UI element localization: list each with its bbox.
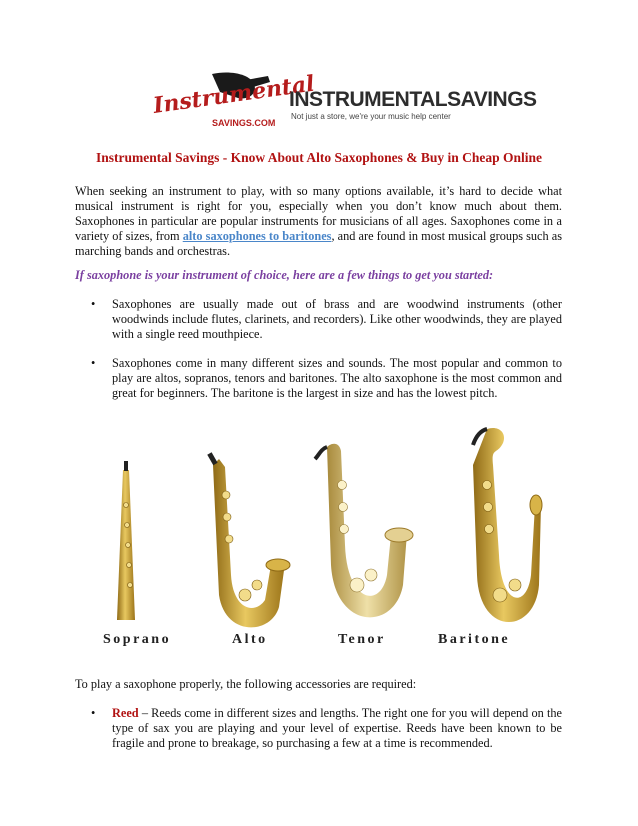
- list-item: [75, 706, 562, 751]
- intro-text-after: , and are found in most musical groups such as marching bands and orchestras.: [75, 229, 563, 258]
- saxophone-illustration: [95, 425, 540, 630]
- list-item: [75, 356, 562, 401]
- soprano-label: Soprano: [103, 632, 172, 647]
- brand-wordmark: [285, 88, 537, 124]
- alto-sax-icon: [207, 452, 290, 627]
- list-item-text: Saxophones are usually made out of brass and are woodwind instruments (other woodwinds include flutes, clarinets, and recorders). Like other woodwinds, they are played with a single reed mouthpiece.: [112, 297, 562, 341]
- list-item-text: Saxophones come in many different sizes and sounds. The most popular and common to play are altos, sopranos, tenors and baritones. The alto saxophone is the most common and great for beginners. The baritone is the largest in size and has the lowest pitch.: [112, 356, 562, 400]
- tenor-label: Tenor: [338, 632, 386, 647]
- accessory-term: Reed: [112, 706, 139, 720]
- saxophone-figure: [95, 425, 540, 655]
- accessories-intro: To play a saxophone properly, the following accessories are required:: [75, 677, 417, 691]
- subheading: If saxophone is your instrument of choice, here are a few things to get you started:: [75, 268, 494, 282]
- sizes-link[interactable]: alto saxophones to baritones: [182, 229, 332, 243]
- bullet-icon: •: [91, 356, 96, 370]
- brand-tagline: Not just a store, we're your music help center: [291, 112, 451, 121]
- bullet-icon: •: [91, 706, 96, 720]
- list-item: [75, 297, 562, 342]
- svg-text:Instrumental: Instrumental: [151, 70, 317, 119]
- baritone-label: Baritone: [438, 632, 511, 647]
- baritone-sax-icon: [473, 428, 542, 622]
- intro-paragraph: [75, 184, 562, 259]
- page-header: [0, 70, 638, 140]
- intro-text-before: When seeking an instrument to play, with so many options available, it’s hard to decide what musical instrument is right for you, especially when you don’t know much about them. Saxophones in particular are popular instruments for musicians of all ages. Saxophones come in a variety of sizes, from: [75, 184, 562, 243]
- bullet-icon: •: [91, 297, 96, 311]
- brand-name: INSTRUMENTALSAVINGS: [289, 88, 537, 111]
- instrumental-savings-logo: [150, 70, 317, 132]
- svg-text:SAVINGS.COM: SAVINGS.COM: [212, 118, 276, 128]
- page-title: Instrumental Savings - Know About Alto Saxophones & Buy in Cheap Online: [96, 150, 542, 165]
- accessory-text: – Reeds come in different sizes and lengths. The right one for you will depend on the type of sax you are playing and your level of expertise. Reeds have been known to be fragile and prone to breakage, so purchasing a few at a time is recommended.: [112, 706, 562, 750]
- tenor-sax-icon: [315, 444, 413, 618]
- accessories-list: [75, 706, 562, 765]
- soprano-sax-icon: [117, 461, 135, 620]
- fact-list: [75, 297, 562, 415]
- alto-label: Alto: [232, 632, 268, 647]
